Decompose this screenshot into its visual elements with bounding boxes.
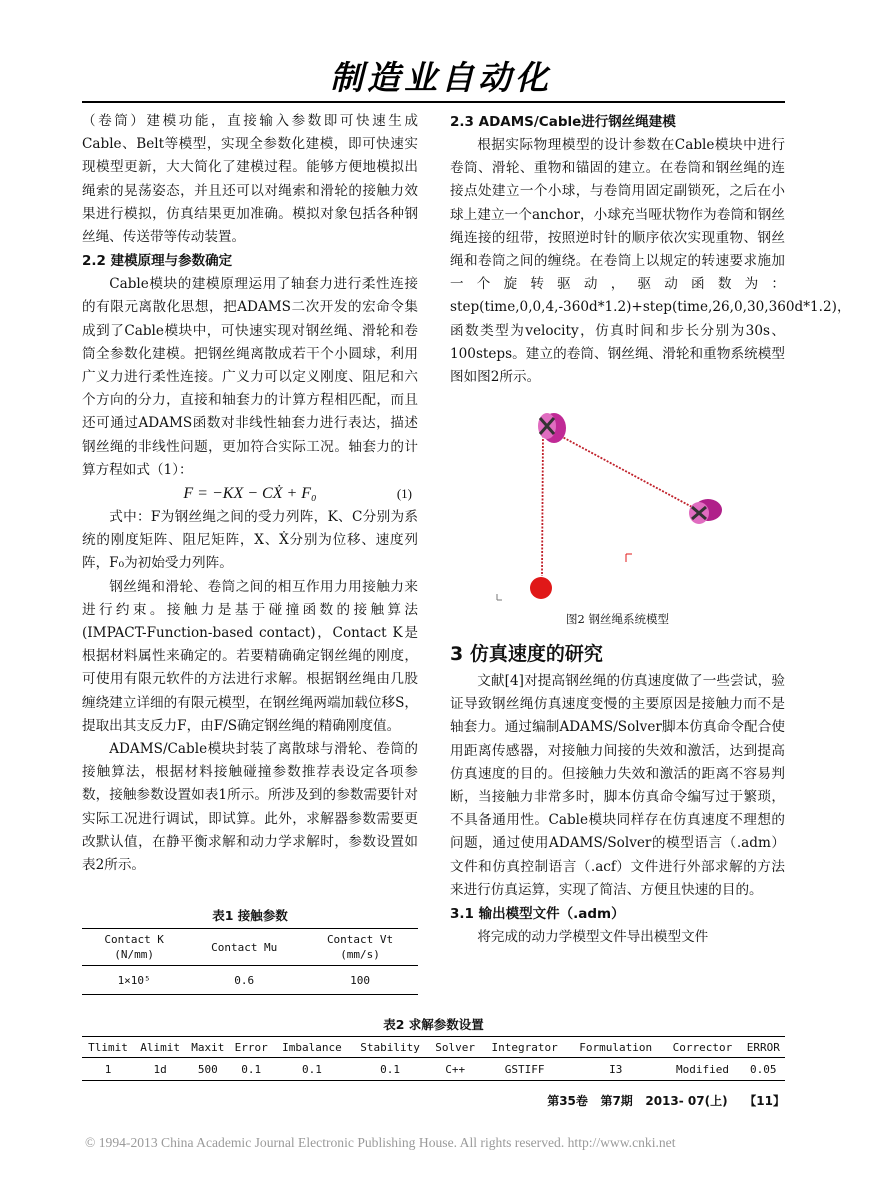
paragraph: 根据实际物理模型的设计参数在Cable模块中进行卷筒、滑轮、重物和锚固的建立。在卷筒和钢丝绳的连接点处建立一个小球，与卷筒用固定副锁死，之后在小球上建立一个anchor，小球充当哑状物作为卷筒和钢丝绳连接的纽带，按照逆时针的顺序依次实现重物、钢丝绳和卷筒之间的缠绕。在卷筒上以规定的转速要求施加一个旋转驱动，驱动函数为：step(time,0,0,4,-360d*1.2)+step(time,26,0,30,360d*1.2)，函数类型为velocity，仿真时间和步长分别为30s、100steps。建立的卷筒、钢丝绳、滑轮和重物系统模型图如图2所示。 <box>450 137 851 386</box>
footer-page-number: 【11】 <box>744 1094 785 1108</box>
table-header-cell: Contact K (N/mm) <box>82 929 186 966</box>
table-header-cell: Tlimit <box>82 1037 134 1058</box>
section-heading-3: 3 仿真速度的研究 <box>450 643 603 665</box>
paragraph: ADAMS/Cable模块封装了离散球与滑轮、卷筒的接触算法，根据材料接触碰撞参数推荐表设定各项参数，接触参数设置如表1所示。所涉及到的参数需要针对实际工况进行调试，即试算。此外，求解器参数需要更改默认值，在静平衡求解和动力学求解时，参数设置如表2所示。 <box>82 741 418 874</box>
paragraph: 文献[4]对提高钢丝绳的仿真速度做了一些尝试，验证导致钢丝绳仿真速度变慢的主要原因是接触力而不是轴套力。通过编制ADAMS/Solver脚本仿真命令配合使用距离传感器，对接触力间接的失效和激活，达到提高仿真速度的目的。但接触力失效和激活的距离不容易判断，当接触力非常多时，脚本仿真命令编写过于繁琐，不具备通用性。Cable模块同样存在仿真速度不理想的问题，通过使用ADAMS/Solver的模型语言（.adm）文件和仿真控制语言（.acf）文件进行外部求解的方法来进行仿真运算，实现了简洁、方便且快速的目的。 <box>450 673 785 898</box>
table-1 <box>82 928 418 995</box>
footer-volume: 第35卷 <box>547 1094 588 1108</box>
paragraph: Cable模块的建模原理运用了轴套力进行柔性连接的有限元离散化思想，把ADAMS二次开发的宏命令集成到了Cable模块中，可快速实现对钢丝绳、滑轮和卷筒全参数化建模。把钢丝绳离散成若干个小圆球，利用广义力进行柔性连接。广义力可以定义刚度、阻尼和六个方向的分力，直接和轴套力的计算方程相匹配，而且还可通过ADAMS函数对非线性轴套力进行表达，描述钢丝绳的非线性问题，更加符合实际工况。轴套力的计算方程如式（1）： <box>82 276 418 478</box>
table-cell: I3 <box>609 1062 623 1076</box>
table-cell: 0.6 <box>234 973 255 987</box>
table-header-cell: Error <box>230 1037 273 1058</box>
table-cell: 1 <box>104 1062 112 1076</box>
equation-body: F = −KX − CẊ + F₀ <box>183 485 317 503</box>
equation-1 <box>82 482 418 506</box>
figure-2-cable-system <box>450 404 785 609</box>
paragraph: 将完成的动力学模型文件导出模型文件 <box>477 929 709 946</box>
table-header-cell: Corrector <box>663 1037 741 1058</box>
table-header-cell: Formulation <box>568 1037 663 1058</box>
paragraph: 式中：F为钢丝绳之间的受力列阵，K、C分别为系统的刚度矩阵、阻尼矩阵，X、Ẋ分别为位移、速度列阵，F₀为初始受力列阵。 <box>82 509 418 572</box>
table-header-cell: Imbalance <box>273 1037 351 1058</box>
table-header-cell: ERROR <box>742 1037 785 1058</box>
weight-ball <box>530 577 552 599</box>
rope-segment <box>542 426 705 514</box>
table-cell: GSTIFF <box>504 1062 545 1076</box>
section-heading-2-3: 2.3 ADAMS/Cable进行钢丝绳建模 <box>450 114 676 130</box>
table-header-row <box>82 1037 785 1058</box>
rope-segment <box>542 432 543 576</box>
section-heading-3-1: 3.1 输出模型文件（.adm） <box>450 906 625 923</box>
table-cell: 0.1 <box>241 1062 262 1076</box>
table-header-cell: Stability <box>351 1037 429 1058</box>
page-footer <box>520 1092 785 1109</box>
table-cell: Modified <box>675 1062 729 1076</box>
left-column <box>82 110 418 877</box>
global-axes <box>497 594 502 600</box>
table-header-row <box>82 929 418 966</box>
table-row <box>82 1058 785 1081</box>
journal-masthead: 制造业自动化 <box>330 58 552 97</box>
equation-number: (1) <box>396 486 412 502</box>
table-header-cell: Contact Mu <box>186 929 302 966</box>
table-2 <box>82 1036 785 1081</box>
header-rule <box>82 101 785 103</box>
right-column-lower <box>450 638 785 949</box>
table-1-caption: 表1 接触参数 <box>212 908 288 923</box>
table-cell: 500 <box>197 1062 218 1076</box>
table-header-cell: Integrator <box>481 1037 568 1058</box>
table-cell: 0.1 <box>380 1062 401 1076</box>
table-header-cell: Solver <box>429 1037 481 1058</box>
anchor-marker <box>626 554 632 562</box>
figure-2-caption: 图2 钢丝绳系统模型 <box>566 612 669 626</box>
table-cell: 0.1 <box>302 1062 322 1076</box>
right-column <box>450 110 851 389</box>
table-header-cell: Contact Vt (mm/s) <box>302 929 418 966</box>
table-2-caption: 表2 求解参数设置 <box>383 1017 484 1032</box>
section-heading-2-2: 2.2 建模原理与参数确定 <box>82 253 233 270</box>
table-cell: 0.05 <box>750 1062 777 1076</box>
footer-date: 2013- 07(上) <box>645 1094 728 1108</box>
table-cell: C++ <box>445 1062 466 1076</box>
paragraph: 钢丝绳和滑轮、卷筒之间的相互作用力用接触力来进行约束。接触力是基于碰撞函数的接触算法(IMPACT-Function-based contact)，Contact K是根据材料属性来确定的。若要精确确定钢丝绳的刚度，可使用有限元软件的方法进行求解。根据钢丝绳由几股缠绕建立详细的有限元模型，在钢丝绳两端加载位移S，提取出其支反力F，由F/S确定钢丝绳的精确刚度值。 <box>82 578 418 734</box>
copyright-notice: © 1994-2013 China Academic Journal Electronic Publishing House. All rights reserved. http://www.cnki.net <box>85 1135 676 1150</box>
wire-rope <box>542 426 705 576</box>
drum-right <box>689 499 722 524</box>
table-header-cell: Maxit <box>186 1037 229 1058</box>
table-row <box>82 966 418 995</box>
table-cell: 1×10⁵ <box>117 973 151 987</box>
table-cell: 100 <box>350 973 370 987</box>
paragraph: （卷筒）建模功能，直接输入参数即可快速生成Cable、Belt等模型，实现全参数化建模，即可快速实现模型更新，大大简化了建模过程。能够方便地模拟出绳索的晃荡姿态，并且还可以对绳索和滑轮的接触力效果进行模拟，仿真结果更加准确。模拟对象包括各种钢丝绳、传送带等传动装置。 <box>82 113 418 246</box>
table-header-cell: Alimit <box>134 1037 186 1058</box>
footer-issue: 第7期 <box>600 1094 633 1108</box>
table-cell: 1d <box>153 1062 167 1076</box>
drum-top <box>538 413 566 443</box>
anchor-axes <box>626 554 632 562</box>
